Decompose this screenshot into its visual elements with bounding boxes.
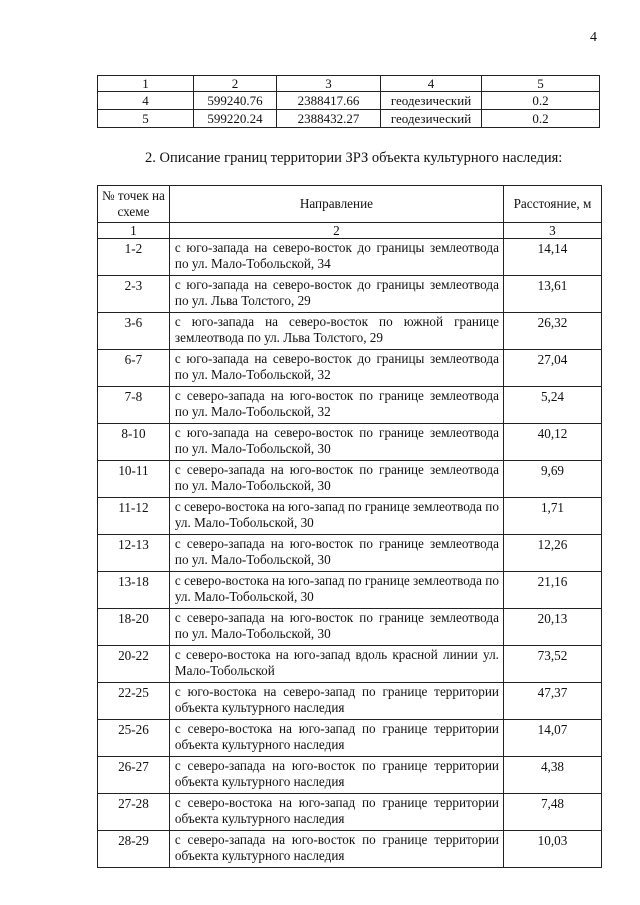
column-number: 1 [98,223,170,239]
direction-cell: с северо-запада на юго-восток по границе землеотвода по ул. Мало-Тобольской, 30 [169,609,503,646]
direction-cell: с северо-востока на юго-запад по границе территории объекта культурного наследия [169,794,503,831]
accuracy-cell: 0.2 [482,110,600,128]
distance-cell: 21,16 [503,572,601,609]
column-number: 3 [503,223,601,239]
direction-cell: с северо-запада на юго-восток по границе землеотвода по ул. Мало-Тобольской, 32 [169,387,503,424]
y-coordinate-cell: 2388417.66 [277,92,381,110]
distance-cell: 1,71 [503,498,601,535]
x-coordinate-cell: 599240.76 [194,92,277,110]
table-row [98,239,602,276]
table-row [98,313,602,350]
header-cell: 5 [482,76,600,92]
point-cell: 5 [98,110,194,128]
y-coordinate-cell: 2388432.27 [277,110,381,128]
table-row [98,110,600,128]
points-cell: 28-29 [98,831,170,868]
table-header-row [98,186,602,223]
table-row [98,794,602,831]
distance-cell: 7,48 [503,794,601,831]
borders-table [97,185,602,868]
direction-cell: с юго-запада на северо-восток по южной границе землеотвода по ул. Льва Толстого, 29 [169,313,503,350]
direction-cell: с юго-запада на северо-восток до границы землеотвода по ул. Мало-Тобольской, 32 [169,350,503,387]
header-cell: 4 [381,76,482,92]
points-cell: 22-25 [98,683,170,720]
table-row [98,92,600,110]
column-number-row [98,223,602,239]
header-cell: 2 [194,76,277,92]
table-row [98,461,602,498]
direction-cell: с северо-востока на юго-запад по границе землеотвода по ул. Мало-Тобольской, 30 [169,572,503,609]
distance-cell: 14,07 [503,720,601,757]
direction-cell: с юго-востока на северо-запад по границе территории объекта культурного наследия [169,683,503,720]
direction-cell: с юго-запада на северо-восток до границы землеотвода по ул. Мало-Тобольской, 34 [169,239,503,276]
method-cell: геодезический [381,110,482,128]
distance-cell: 47,37 [503,683,601,720]
distance-cell: 5,24 [503,387,601,424]
page-number: 4 [590,30,597,45]
distance-cell: 40,12 [503,424,601,461]
distance-cell: 20,13 [503,609,601,646]
distance-cell: 12,26 [503,535,601,572]
distance-cell: 13,61 [503,276,601,313]
points-cell: 1-2 [98,239,170,276]
table-header-row [98,76,600,92]
distance-cell: 26,32 [503,313,601,350]
distance-cell: 9,69 [503,461,601,498]
points-cell: 10-11 [98,461,170,498]
points-cell: 27-28 [98,794,170,831]
direction-cell: с северо-востока на юго-запад по границе территории объекта культурного наследия [169,720,503,757]
points-header: № точек на схеме [98,186,170,223]
points-cell: 18-20 [98,609,170,646]
points-cell: 25-26 [98,720,170,757]
distance-header: Расстояние, м [503,186,601,223]
points-cell: 20-22 [98,646,170,683]
method-cell: геодезический [381,92,482,110]
table-row [98,276,602,313]
distance-cell: 4,38 [503,757,601,794]
point-cell: 4 [98,92,194,110]
direction-cell: с юго-запада на северо-восток до границы землеотвода по ул. Льва Толстого, 29 [169,276,503,313]
distance-cell: 27,04 [503,350,601,387]
x-coordinate-cell: 599220.24 [194,110,277,128]
table-row [98,535,602,572]
borders-table-body [98,239,602,868]
points-cell: 8-10 [98,424,170,461]
distance-cell: 73,52 [503,646,601,683]
direction-header: Направление [169,186,503,223]
table-row [98,572,602,609]
table-row [98,831,602,868]
accuracy-cell: 0.2 [482,92,600,110]
header-cell: 3 [277,76,381,92]
table-row [98,683,602,720]
points-cell: 11-12 [98,498,170,535]
points-cell: 3-6 [98,313,170,350]
table-row [98,387,602,424]
points-cell: 13-18 [98,572,170,609]
distance-cell: 14,14 [503,239,601,276]
direction-cell: с северо-запада на юго-восток по границе территории объекта культурного наследия [169,757,503,794]
table-row [98,720,602,757]
direction-cell: с северо-запада на юго-восток по границе землеотвода по ул. Мало-Тобольской, 30 [169,461,503,498]
points-cell: 2-3 [98,276,170,313]
section-title: 2. Описание границ территории ЗРЗ объекта культурного наследия: [145,150,563,166]
table-row [98,498,602,535]
direction-cell: с северо-запада на юго-восток по границе территории объекта культурного наследия [169,831,503,868]
distance-cell: 10,03 [503,831,601,868]
points-cell: 12-13 [98,535,170,572]
direction-cell: с северо-запада на юго-восток по границе землеотвода по ул. Мало-Тобольской, 30 [169,535,503,572]
header-cell: 1 [98,76,194,92]
table-row [98,646,602,683]
table-row [98,350,602,387]
direction-cell: с юго-запада на северо-восток по границе землеотвода по ул. Мало-Тобольской, 30 [169,424,503,461]
points-cell: 7-8 [98,387,170,424]
points-cell: 6-7 [98,350,170,387]
direction-cell: с северо-востока на юго-запад вдоль красной линии ул. Мало-Тобольской [169,646,503,683]
coordinates-table [97,75,600,128]
table-row [98,609,602,646]
points-cell: 26-27 [98,757,170,794]
column-number: 2 [169,223,503,239]
table-row [98,424,602,461]
table-row [98,757,602,794]
direction-cell: с северо-востока на юго-запад по границе землеотвода по ул. Мало-Тобольской, 30 [169,498,503,535]
